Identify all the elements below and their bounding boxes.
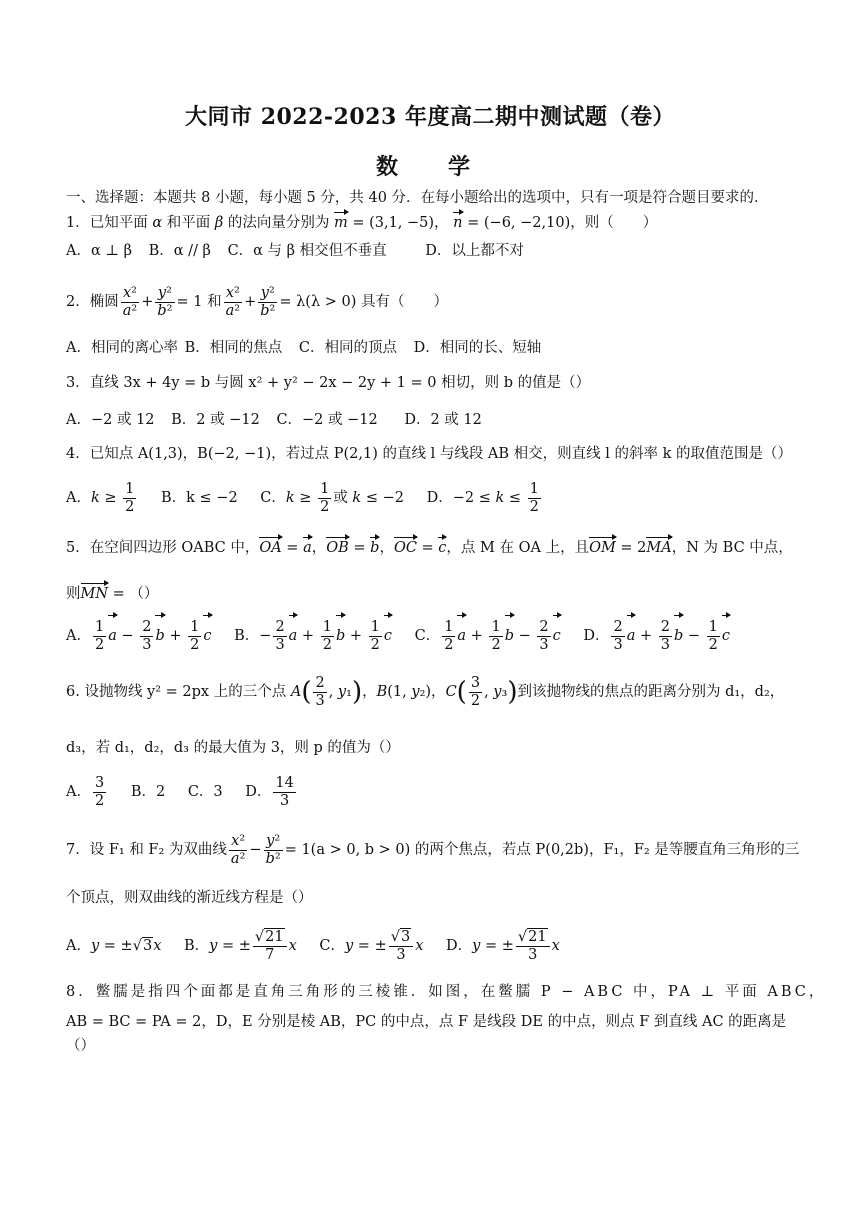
question-3: 3．直线 3x + 4y = b 与圆 x² + y² − 2x − 2y + 1 = 0 相切，则 b 的值是（） — [66, 375, 591, 391]
q6-option-d[interactable]: D． $\frac{14}{3}$ — [245, 774, 294, 809]
q2-option-d[interactable]: D．相同的长、短轴 — [413, 340, 542, 356]
q6-option-b[interactable]: B．2 — [130, 784, 166, 800]
q6-stem-b: 到该抛物线的焦点的距离分别为 d₁，d₂， — [517, 684, 785, 700]
q2-stem-b: = 1 和 — [176, 294, 222, 310]
q4-option-c[interactable]: C．k ≥ $\frac{1}{2}$ 或 k ≤ −2 — [260, 480, 404, 515]
q4-option-b[interactable]: B．k ≤ −2 — [161, 490, 238, 506]
q7-option-a-label: A． — [66, 938, 91, 954]
question-4: 4．已知点 A(1,3)，B(−2, −1)，若过点 P(2,1) 的直线 l 与线段 AB 相交，则直线 l 的斜率 k 的取值范围是（） — [66, 446, 793, 462]
q2-option-c[interactable]: C．相同的顶点 — [298, 340, 397, 356]
q1-stem-b: 和平面 — [166, 215, 211, 231]
q2-option-a[interactable]: A．相同的离心率 — [66, 340, 178, 356]
q7-option-d[interactable]: D．y = ± $\frac{√21}{3}$ x — [446, 928, 560, 963]
q7-option-c[interactable]: C．y = ± $\frac{√3}{3}$ x — [319, 928, 424, 963]
q3-option-d[interactable]: D．2 或 12 — [404, 412, 482, 428]
q3-option-b[interactable]: B．2 或 −12 — [171, 412, 260, 428]
question-8-line-2: AB = BC = PA = 2，D，E 分别是棱 AB，PC 的中点，点 F 是线段 DE 的中点，则点 F 到直线 AC 的距离是 — [66, 1014, 787, 1030]
q1-m-vector: = (3,1, −5)， — [352, 215, 449, 231]
question-5-options — [66, 616, 796, 656]
q6-option-a[interactable]: A． $\frac{3}{2}$ — [66, 774, 105, 809]
question-4-options — [66, 478, 796, 518]
q5-option-d[interactable]: D． $\frac{2}{3}$ a + $\frac{2}{3}$ b − $\frac{1}{2}$ c — [583, 616, 730, 656]
question-5-line-2: 则MN = （） — [66, 586, 159, 602]
q2-stem-a: 2．椭圆 — [66, 294, 119, 310]
question-6-line-2: d₃，若 d₁，d₂，d₃ 的最大值为 3，则 p 的值为（） — [66, 740, 400, 756]
question-1-options — [66, 241, 796, 261]
section-heading: 一、选择题：本题共 8 小题，每小题 5 分，共 40 分．在每小题给出的选项中，只有一项是符合题目要求的． — [66, 190, 769, 206]
q4-option-d-label: D． — [426, 490, 453, 506]
q5-stem-a: 5．在空间四边形 OABC 中， — [66, 540, 260, 556]
question-7-options — [66, 924, 796, 968]
question-3-options — [66, 410, 796, 430]
q5-option-a[interactable]: A． $\frac{1}{2}$ a − $\frac{2}{3}$ b + $\frac{1}{2}$ c — [66, 616, 212, 656]
question-7-line-2: 个顶点，则双曲线的渐近线方程是（） — [66, 890, 313, 906]
q5-stem-c: ，N 为 BC 中点， — [671, 540, 793, 556]
question-8-line-1: 8．鳖臑是指四个面都是直角三角形的三棱锥．如图，在鳖臑 P − ABC 中，PA ⊥ 平面 ABC， — [66, 984, 827, 1000]
q6-option-a-label: A． — [66, 784, 91, 800]
exam-subject: 数 学 — [375, 154, 484, 180]
q1-n-vector: = (−6, −2,10)，则（ ） — [467, 215, 658, 231]
q4-option-d[interactable]: D．−2 ≤ k ≤ $\frac{1}{2}$ — [426, 480, 539, 515]
question-5: 5．在空间四边形 OABC 中，OA = a，OB = b，OC = c，点 M 在 OA 上，且OM = 2MA，N 为 BC 中点， — [66, 540, 793, 556]
q3-option-a[interactable]: A．−2 或 12 — [66, 412, 155, 428]
q7-stem-a: 7．设 F₁ 和 F₂ 为双曲线 — [66, 842, 227, 858]
q1-option-d[interactable]: D．以上都不对 — [425, 243, 524, 259]
question-1: 1．已知平面 α 和平面 β 的法向量分别为 m = (3,1, −5)， n = (−6, −2,10)，则（ ） — [66, 215, 658, 231]
question-2: 2．椭圆 $\frac{\text{x²}}{\text{a²}}$ + $\frac{\text{y²}}{\text{b²}}$ = 1 和 $\frac{\text{x²}}{\text{a²}}$ + $\frac{\text{y²}}{\text{b²}}$ = λ(λ > 0) 具有（ ） — [66, 284, 449, 319]
q5-stem-d: 则 — [66, 586, 81, 602]
q5-option-b[interactable]: B．− $\frac{2}{3}$ a + $\frac{1}{2}$ b + $\frac{1}{2}$ c — [234, 616, 392, 656]
q6-option-d-label: D． — [245, 784, 272, 800]
q5-stem-e: = （） — [108, 586, 159, 602]
q2-option-b[interactable]: B．相同的焦点 — [184, 340, 283, 356]
question-2-options — [66, 338, 796, 358]
q3-option-c[interactable]: C．−2 或 −12 — [276, 412, 378, 428]
q6-option-c[interactable]: C．3 — [187, 784, 223, 800]
q1-option-a[interactable]: A．α ⊥ β — [66, 243, 133, 259]
q1-option-b[interactable]: B．α // β — [148, 243, 211, 259]
q7-stem-b: = 1(a > 0, b > 0) 的两个焦点，若点 P(0,2b)，F₁，F₂ 是等腰直角三角形的三 — [284, 842, 800, 858]
exam-title: 大同市 2022-2023 年度高二期中测试题（卷） — [185, 104, 675, 130]
q1-option-c[interactable]: C．α 与 β 相交但不垂直 — [227, 243, 387, 259]
question-6: 6. 设抛物线 y² = 2px 上的三个点 A( $\frac{2}{3}$ , y₁)，B(1, y₂)，C( $\frac{3}{2}$ , y₃)到该抛物线的焦点的距离分别为 d₁，d₂， — [66, 674, 785, 709]
q7-option-d-label: D． — [446, 938, 473, 954]
question-8-line-3: （） — [66, 1038, 95, 1054]
q1-stem-a: 1．已知平面 — [66, 215, 148, 231]
q7-option-a[interactable]: A．y = ±√3x — [66, 938, 162, 954]
q7-option-b-label: B． — [184, 938, 210, 954]
question-7: 7．设 F₁ 和 F₂ 为双曲线 $\frac{\text{x²}}{\text{a²}}$ − $\frac{\text{y²}}{\text{b²}}$ = 1(a > 0, b > 0) 的两个焦点，若点 P(0,2b)，F₁，F₂ 是等腰直角三角形的三 — [66, 832, 800, 867]
q1-stem-c: 的法向量分别为 — [227, 215, 330, 231]
q7-option-c-label: C． — [319, 938, 345, 954]
question-6-options — [66, 772, 796, 812]
q5-stem-b: ，点 M 在 OA 上，且 — [446, 540, 590, 556]
q7-option-b[interactable]: B．y = ± $\frac{√21}{7}$ x — [184, 928, 297, 963]
q6-stem-a: 6. 设抛物线 y² = 2px 上的三个点 — [66, 684, 287, 700]
q4-option-a-label: A． — [66, 490, 91, 506]
q4-option-a[interactable]: A．k ≥ $\frac{1}{2}$ — [66, 480, 135, 515]
q5-option-c[interactable]: C． $\frac{1}{2}$ a + $\frac{1}{2}$ b − $\frac{2}{3}$ c — [415, 616, 561, 656]
q4-option-c-label: C． — [260, 490, 286, 506]
q2-stem-c: = λ(λ > 0) 具有（ ） — [279, 294, 449, 310]
